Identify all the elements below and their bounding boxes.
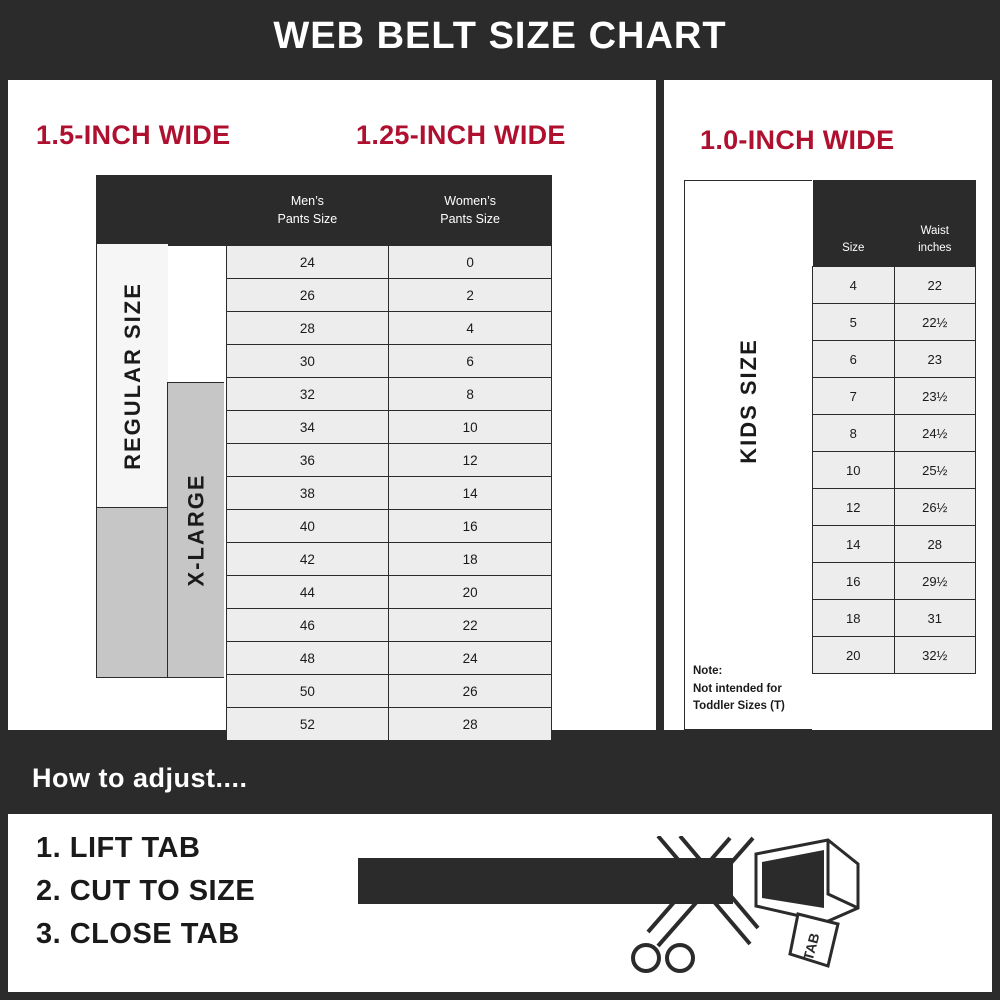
adult-size-panel [8,80,656,730]
belt-buckle-icon [756,840,858,922]
kids-note-line3: Toddler Sizes (T) [693,699,785,712]
adult-header-womens-line2: Pants Size [440,212,500,226]
adult-header-mens-line1: Men’s [290,193,324,208]
adult-womens-size-cell: 22 [389,609,552,642]
adult-womens-size-cell: 26 [389,675,552,708]
table-row [813,304,976,341]
kids-header-waist [894,180,976,267]
page-title: WEB BELT SIZE CHART [273,14,727,57]
adult-womens-size-cell: 6 [389,345,552,378]
adult-header-mens-line2: Pants Size [277,212,338,226]
adult-group-labels [96,243,224,678]
kids-note-line2: Not intended for [693,682,782,695]
belt-scissors-svg [358,836,978,984]
table-header-row [96,175,552,246]
kids-waist-cell: 29½ [894,563,976,600]
kids-header-size [813,180,895,267]
adult-header-mens [226,175,389,246]
kids-size-cell: 12 [813,489,895,526]
kids-waist-cell: 24½ [894,415,976,452]
kids-waist-cell: 31 [894,600,976,637]
table-row [813,415,976,452]
kids-size-cell: 20 [813,637,895,674]
adult-header-womens-line1: Women’s [444,193,496,208]
adult-womens-size-cell: 16 [389,510,552,543]
adult-corner-header [96,175,226,246]
kids-group-label-wrap [685,181,812,621]
adult-womens-size-cell: 18 [389,543,552,576]
kids-note-line1: Note: [693,665,723,678]
kids-waist-cell: 22½ [894,304,976,341]
instruction-step: 1. LIFT TAB [36,832,201,864]
kids-header-waist-line2: inches [918,241,952,254]
adult-womens-size-cell: 10 [389,411,552,444]
kids-size-cell: 4 [813,267,895,304]
table-row [813,452,976,489]
kids-group-label-box [684,180,812,730]
adult-mens-size-cell: 24 [226,246,389,279]
table-row [813,378,976,415]
group-regular-size-extension [96,508,168,678]
group-x-large [167,382,224,678]
kids-waist-cell: 23½ [894,378,976,415]
adult-womens-size-cell: 2 [389,279,552,312]
table-row [96,675,552,708]
adult-womens-size-cell: 0 [389,246,552,279]
belt-illustration [358,836,978,984]
instructions-panel [8,814,992,992]
how-to-adjust-band [0,742,1000,814]
table-row [813,600,976,637]
kids-waist-cell: 32½ [894,637,976,674]
kids-size-cell: 10 [813,452,895,489]
table-row [813,341,976,378]
adult-womens-size-cell: 14 [389,477,552,510]
heading-1-25-inch: 1.25-INCH WIDE [356,120,566,150]
table-row [813,563,976,600]
adult-mens-size-cell: 42 [226,543,389,576]
kids-waist-cell: 22 [894,267,976,304]
kids-waist-cell: 25½ [894,452,976,489]
kids-size-cell: 16 [813,563,895,600]
kids-size-cell: 8 [813,415,895,452]
adult-womens-size-cell: 28 [389,708,552,741]
adult-header-womens [389,175,552,246]
adult-row-group-spacer [96,675,226,708]
adult-mens-size-cell: 26 [226,279,389,312]
kids-size-cell: 6 [813,341,895,378]
adult-womens-size-cell: 12 [389,444,552,477]
kids-size-cell: 14 [813,526,895,563]
adult-mens-size-cell: 36 [226,444,389,477]
adult-mens-size-cell: 34 [226,411,389,444]
kids-header-size-label: Size [842,241,865,254]
table-row [813,526,976,563]
group-x-large-label: X-LARGE [183,473,208,587]
tab-flag-text: TAB [799,931,823,963]
kids-size-cell: 7 [813,378,895,415]
group-regular-size [96,243,168,508]
adult-womens-size-cell: 24 [389,642,552,675]
adult-womens-size-cell: 4 [389,312,552,345]
adult-mens-size-cell: 52 [226,708,389,741]
instruction-step: 2. CUT TO SIZE [36,875,256,907]
adult-mens-size-cell: 40 [226,510,389,543]
adult-mens-size-cell: 46 [226,609,389,642]
table-header-row [813,180,976,267]
adult-womens-size-cell: 20 [389,576,552,609]
group-regular-size-label: REGULAR SIZE [119,281,145,470]
heading-1-0-inch: 1.0-INCH WIDE [700,125,895,155]
tab-flag-icon [790,914,838,966]
table-row [96,708,552,741]
how-to-adjust-title: How to adjust.... [32,762,248,793]
adult-mens-size-cell: 32 [226,378,389,411]
table-row [813,637,976,674]
kids-header-waist-line1: Waist [920,224,949,237]
kids-note [693,663,785,715]
kids-size-label: KIDS SIZE [735,338,761,464]
instruction-step: 3. CLOSE TAB [36,918,240,950]
header-bar [0,0,1000,72]
adult-womens-size-cell: 8 [389,378,552,411]
instruction-steps [36,832,255,961]
kids-waist-cell: 28 [894,526,976,563]
heading-1-5-inch: 1.5-INCH WIDE [36,120,231,150]
kids-size-cell: 18 [813,600,895,637]
kids-size-cell: 5 [813,304,895,341]
adult-mens-size-cell: 38 [226,477,389,510]
table-row [813,489,976,526]
kids-waist-cell: 26½ [894,489,976,526]
kids-waist-cell: 23 [894,341,976,378]
adult-mens-size-cell: 30 [226,345,389,378]
adult-row-group-spacer [96,708,226,741]
kids-size-table [812,180,976,674]
adult-mens-size-cell: 28 [226,312,389,345]
kids-size-panel [664,80,992,730]
adult-mens-size-cell: 44 [226,576,389,609]
adult-mens-size-cell: 48 [226,642,389,675]
table-row [813,267,976,304]
adult-mens-size-cell: 50 [226,675,389,708]
